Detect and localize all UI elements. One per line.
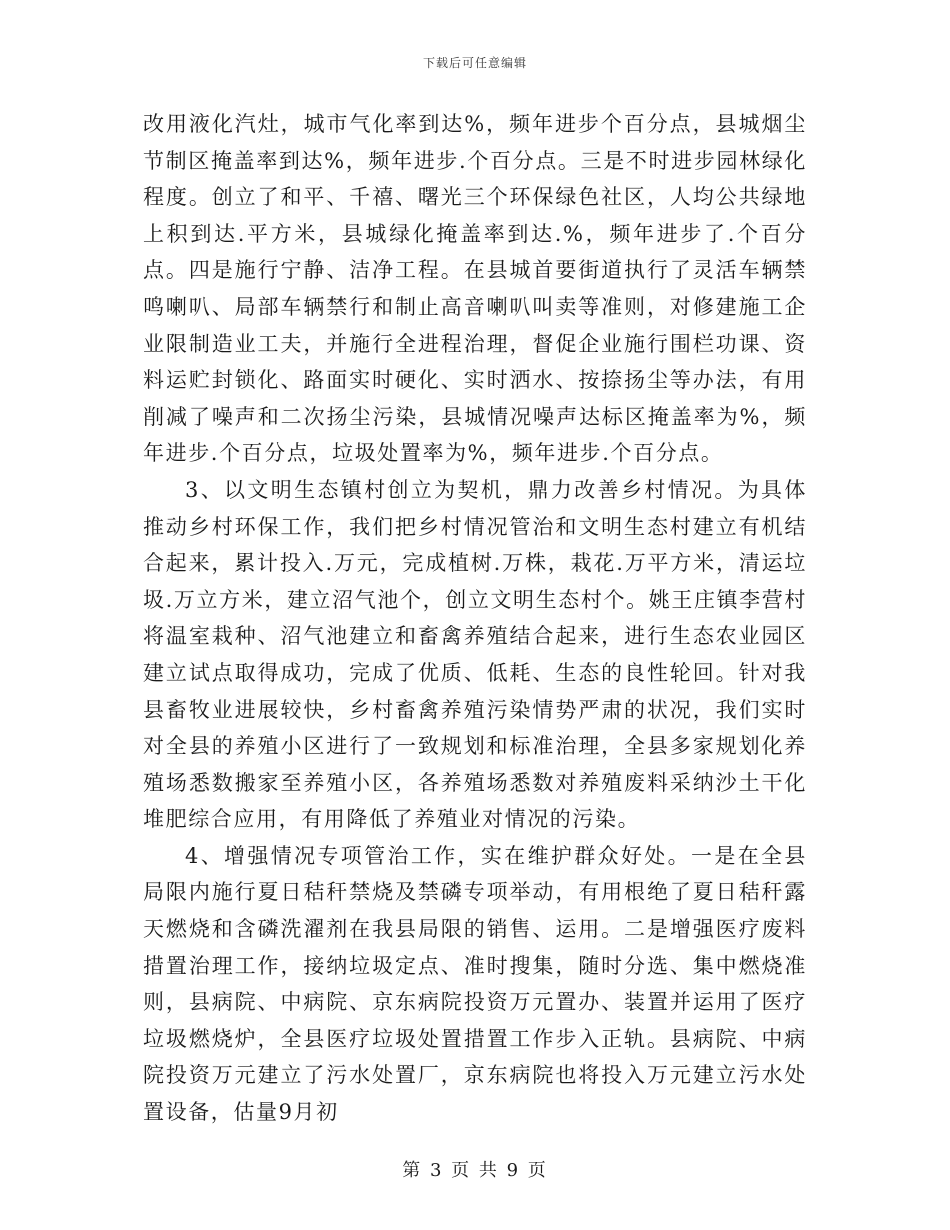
document-body [143,106,807,1131]
page-header: 下载后可任意编辑 [422,56,527,70]
paragraph-3: 4、增强情况专项管治工作，实在维护群众好处。一是在全县局限内施行夏日秸秆禁烧及禁磷专项举动，有用根绝了夏日秸秆露天燃烧和含磷洗濯剂在我县局限的销售、运用。二是增强医疗废料措置治理工作，接纳垃圾定点、准时搜集，随时分选、集中燃烧准则，县病院、中病院、京东病院投资万元置办、装置并运用了医疗垃圾燃烧炉，全县医疗垃圾处置措置工作步入正轨。县病院、中病院投资万元建立了污水处置厂，京东病院也将投入万元建立污水处置设备，估量9月初 [143,843,807,1125]
paragraph-2: 3、以文明生态镇村创立为契机，鼎力改善乡村情况。为具体推动乡村环保工作，我们把乡村情况管治和文明生态村建立有机结合起来，累计投入.万元，完成植树.万株，栽花.万平方米，清运垃圾.万立方米，建立沼气池个，创立文明生态村个。姚王庄镇李营村将温室栽种、沼气池建立和畜禽养殖结合起来，进行生态农业园区建立试点取得成功，完成了优质、低耗、生态的良性轮回。针对我县畜牧业进展较快，乡村畜禽养殖污染情势严肃的状况，我们实时对全县的养殖小区进行了一致规划和标准治理，全县多家规划化养殖场悉数搬家至养殖小区，各养殖场悉数对养殖废料采纳沙土干化堆肥综合应用，有用降低了养殖业对情况的污染。 [143,477,807,832]
paragraph-1: 改用液化汽灶，城市气化率到达%，频年进步个百分点，县城烟尘节制区掩盖率到达%，频年进步.个百分点。三是不时进步园林绿化程度。创立了和平、千禧、曙光三个环保绿色社区，人均公共绿地上积到达.平方米，县城绿化掩盖率到达.%，频年进步了.个百分点。四是施行宁静、洁净工程。在县城首要街道执行了灵活车辆禁鸣喇叭、局部车辆禁行和制止高音喇叭叫卖等准则，对修建施工企业限制造业工夫，并施行全进程治理，督促企业施行围栏功课、资料运贮封锁化、路面实时硬化、实时洒水、按捺扬尘等办法，有用削减了噪声和二次扬尘污染，县城情况噪声达标区掩盖率为%，频年进步.个百分点，垃圾处置率为%，频年进步.个百分点。 [143,112,807,466]
page-number-footer: 第 3 页 共 9 页 [402,1160,548,1181]
